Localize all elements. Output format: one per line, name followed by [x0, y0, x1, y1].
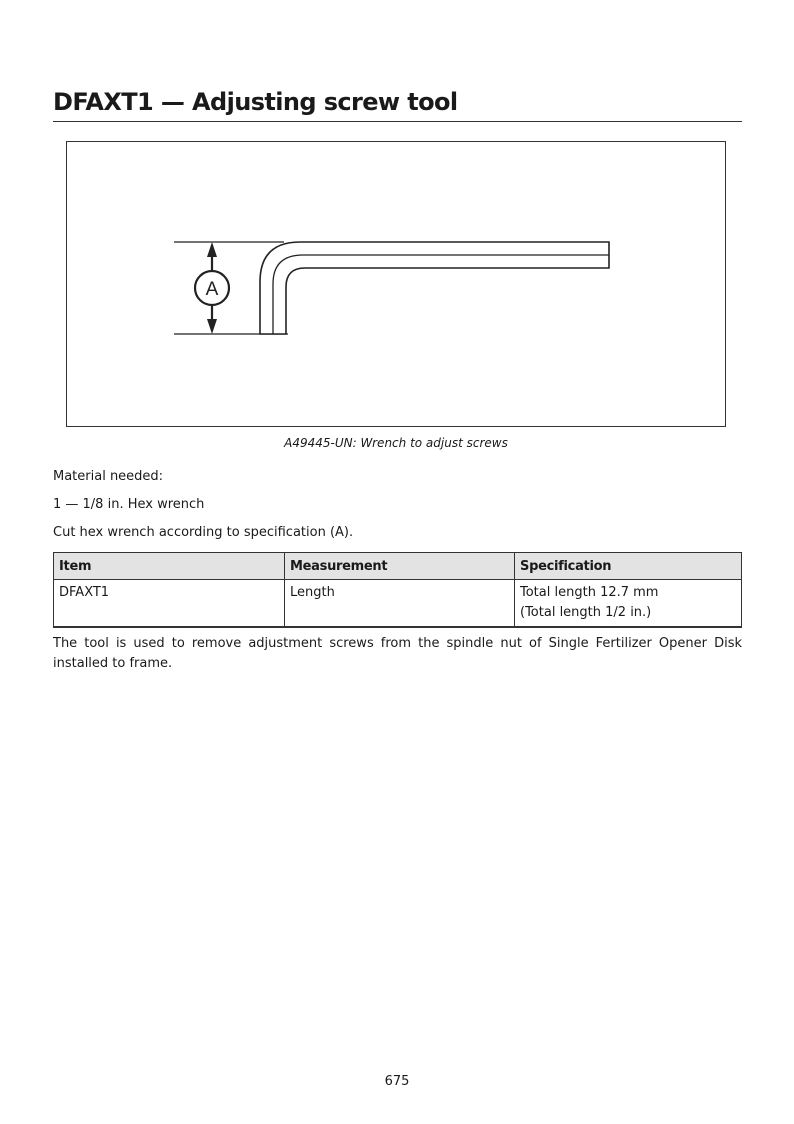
material-item: 1 — 1/8 in. Hex wrench [53, 497, 205, 512]
page-number: 675 [384, 1074, 410, 1089]
specification-table [53, 552, 742, 628]
figure-frame [66, 141, 726, 427]
table-row [54, 580, 742, 628]
column-header-specification: Specification [515, 553, 742, 580]
page-title: DFAXT1 — Adjusting screw tool [53, 86, 742, 122]
specification-line-metric: Total length 12.7 mm [520, 585, 659, 600]
arrow-down-icon [207, 319, 217, 334]
cell-specification [515, 580, 742, 628]
column-header-item: Item [54, 553, 285, 580]
wrench-outline [260, 242, 609, 334]
usage-note: The tool is used to remove adjustment screws from the spindle nut of Single Fertilizer Opener Disk installed to frame. [53, 636, 742, 671]
cell-item: DFAXT1 [54, 580, 285, 628]
material-heading: Material needed: [53, 469, 164, 484]
specification-line-imperial: (Total length 1/2 in.) [520, 605, 652, 620]
instruction-text: Cut hex wrench according to specification (A). [53, 525, 354, 540]
callout-label: A [205, 279, 219, 300]
arrow-up-icon [207, 242, 217, 257]
column-header-measurement: Measurement [285, 553, 515, 580]
hex-wrench-illustration [67, 142, 727, 428]
figure-caption: A49445-UN: Wrench to adjust screws [284, 436, 508, 450]
table-header-row [54, 553, 742, 580]
cell-measurement: Length [285, 580, 515, 628]
